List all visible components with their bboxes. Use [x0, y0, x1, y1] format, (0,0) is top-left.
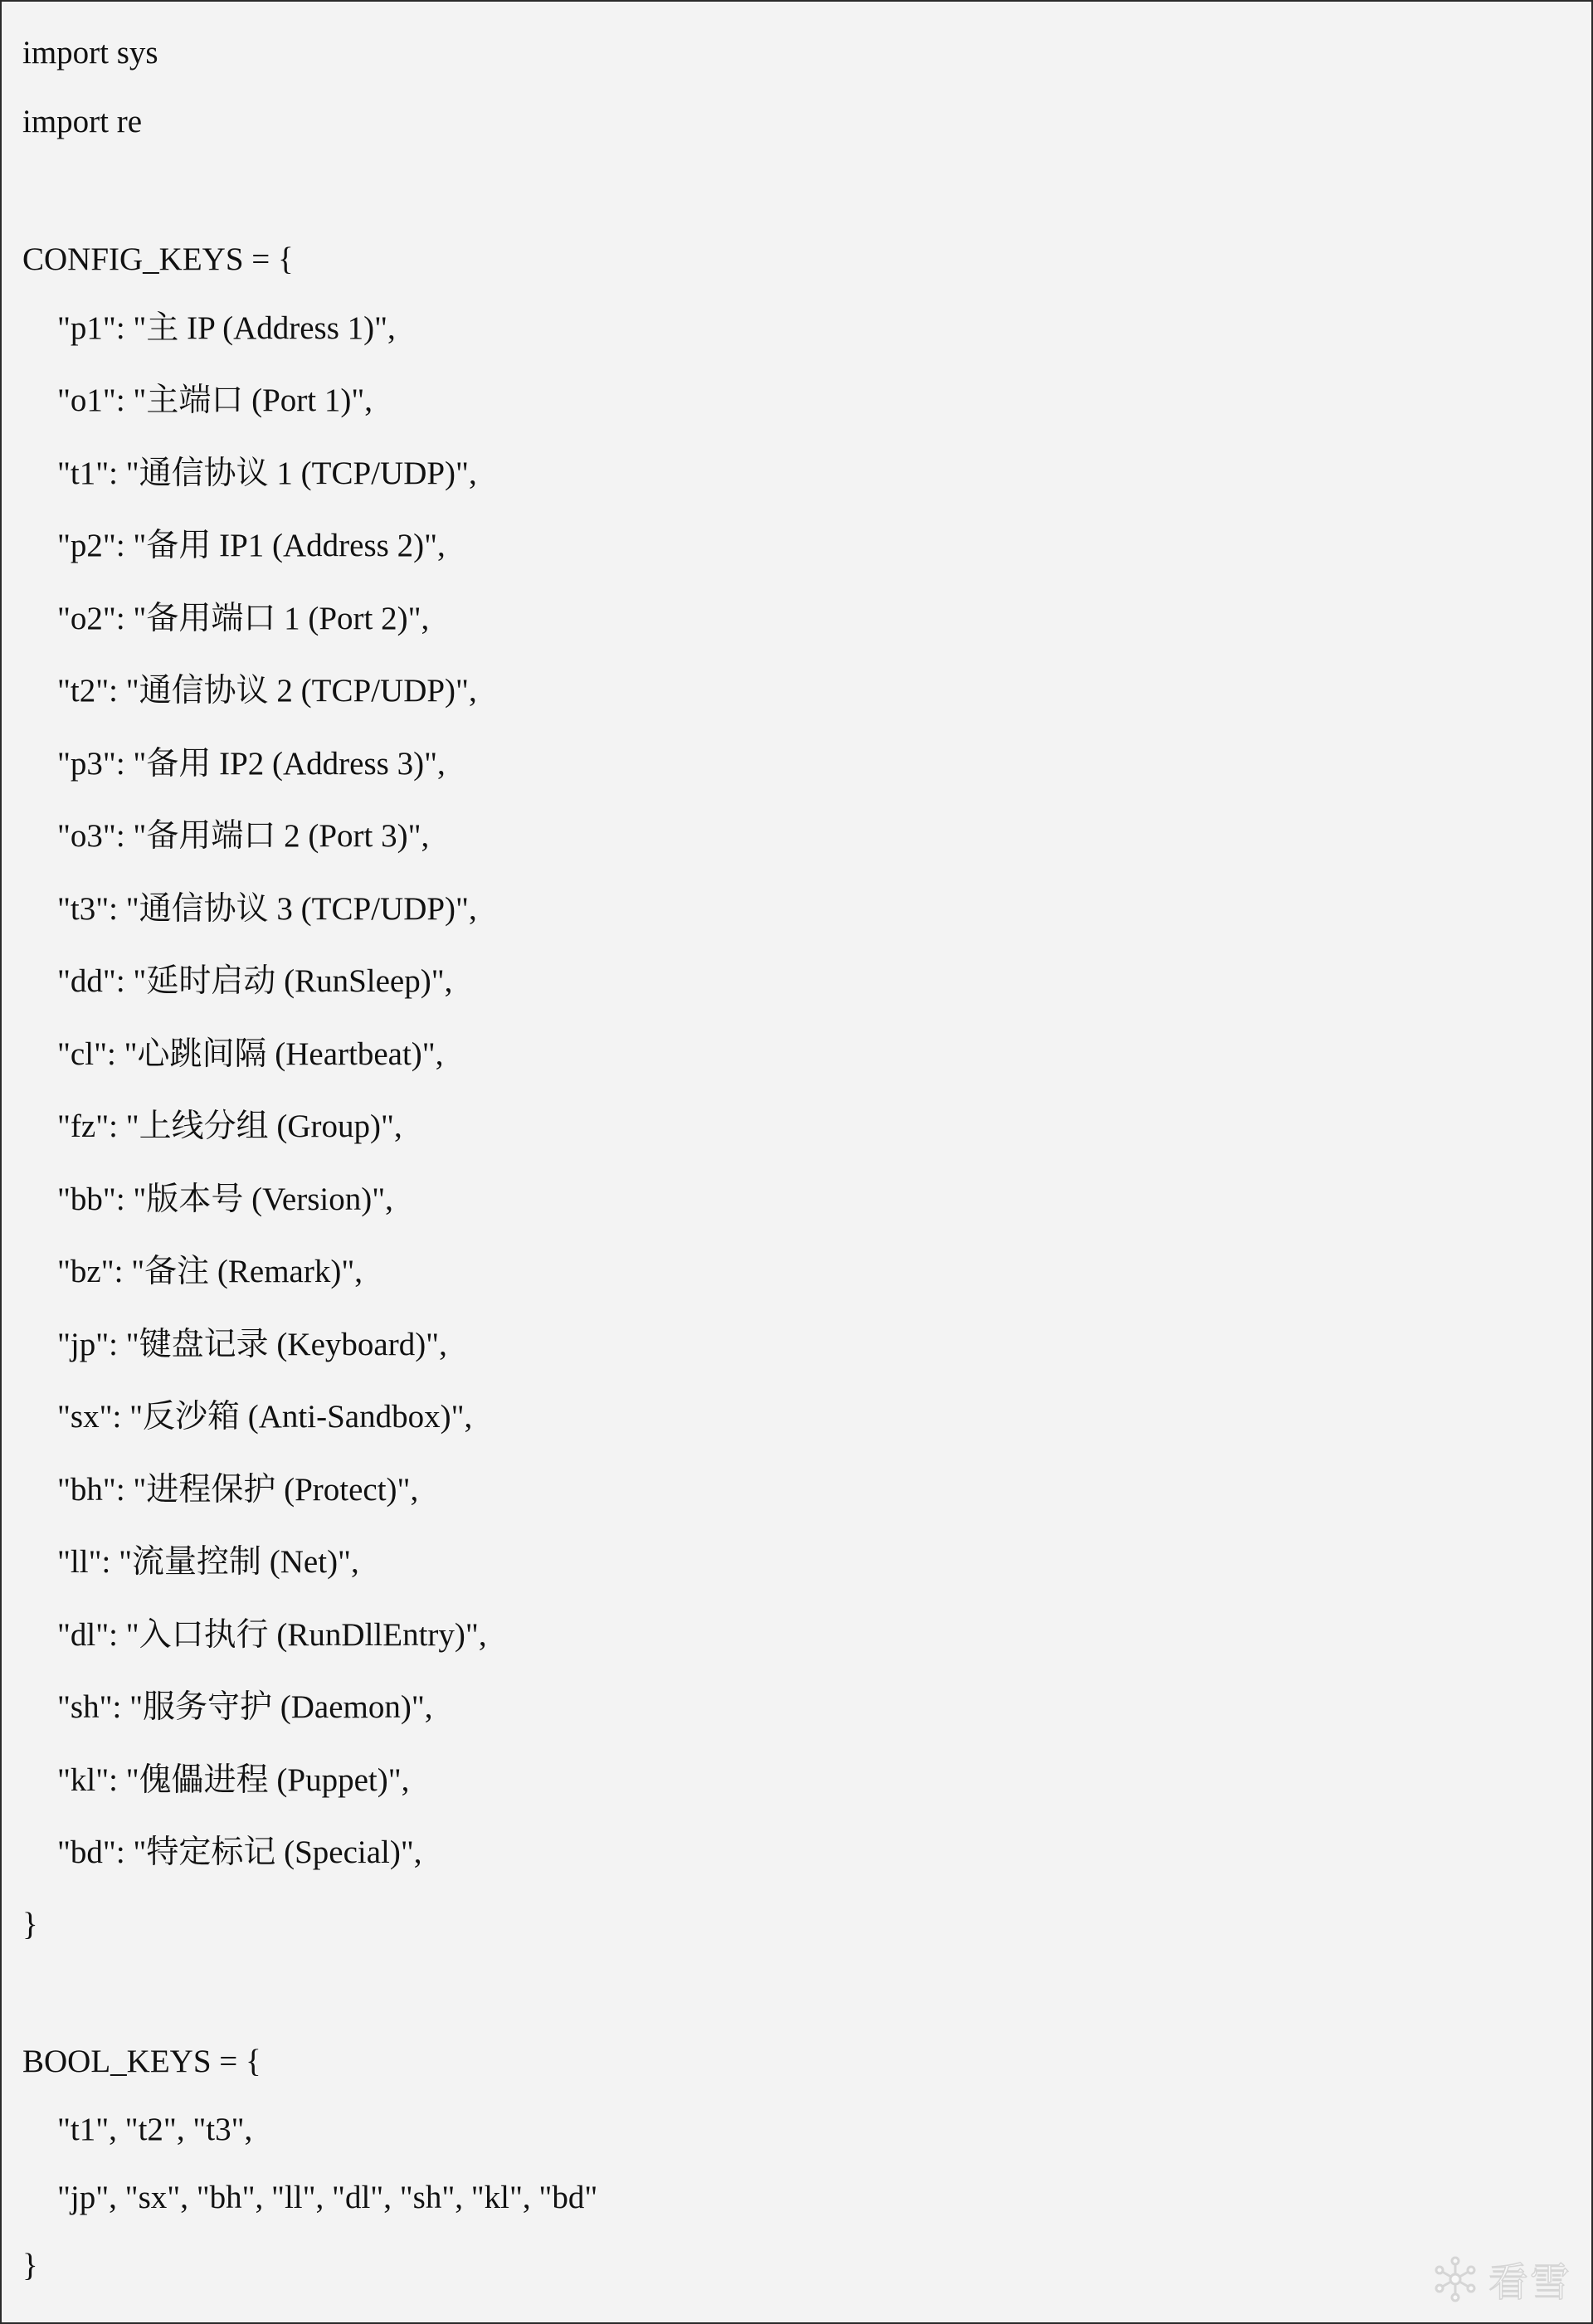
code-line: "p1": "主 IP (Address 1)", — [57, 310, 396, 346]
code-line: "cl": "心跳间隔 (Heartbeat)", — [57, 1036, 444, 1072]
code-line: CONFIG_KEYS = { — [22, 241, 294, 277]
code-line: "sx": "反沙箱 (Anti-Sandbox)", — [57, 1399, 473, 1435]
code-line: "bz": "备注 (Remark)", — [57, 1254, 363, 1289]
code-line: "jp": "键盘记录 (Keyboard)", — [57, 1327, 447, 1362]
code-line: "t1": "通信协议 1 (TCP/UDP)", — [57, 456, 477, 491]
code-line: "ll": "流量控制 (Net)", — [57, 1544, 359, 1580]
code-line: "o1": "主端口 (Port 1)", — [57, 382, 373, 418]
code-block — [22, 2, 1591, 2322]
code-line: "jp", "sx", "bh", "ll", "dl", "sh", "kl", "bd" — [57, 2180, 598, 2215]
code-line: "sh": "服务守护 (Daemon)", — [57, 1689, 433, 1725]
code-line: "p3": "备用 IP2 (Address 3)", — [57, 746, 446, 782]
code-line: "bh": "进程保护 (Protect)", — [57, 1472, 419, 1508]
code-line: "bd": "特定标记 (Special)", — [57, 1834, 422, 1870]
code-line: } — [22, 2248, 38, 2283]
code-line: "bb": "版本号 (Version)", — [57, 1181, 393, 1217]
code-line: import re — [22, 104, 143, 139]
code-line: "p2": "备用 IP1 (Address 2)", — [57, 528, 446, 563]
watermark-text: 看雪 — [1488, 2259, 1571, 2306]
code-line: "kl": "傀儡进程 (Puppet)", — [57, 1762, 410, 1798]
code-line: "o2": "备用端口 1 (Port 2)", — [57, 601, 430, 636]
code-line: BOOL_KEYS = { — [22, 2044, 261, 2079]
code-line: "t1", "t2", "t3", — [57, 2112, 253, 2147]
code-line: "fz": "上线分组 (Group)", — [57, 1108, 402, 1144]
code-line: import sys — [22, 35, 158, 71]
code-line: "t3": "通信协议 3 (TCP/UDP)", — [57, 891, 477, 927]
code-line: "t2": "通信协议 2 (TCP/UDP)", — [57, 673, 477, 709]
code-line: "o3": "备用端口 2 (Port 3)", — [57, 818, 430, 854]
snowflake-icon — [1430, 2254, 1480, 2304]
watermark — [1430, 2250, 1571, 2307]
code-line: "dd": "延时启动 (RunSleep)", — [57, 963, 453, 999]
code-line: "dl": "入口执行 (RunDllEntry)", — [57, 1617, 487, 1653]
code-line: } — [22, 1907, 38, 1942]
